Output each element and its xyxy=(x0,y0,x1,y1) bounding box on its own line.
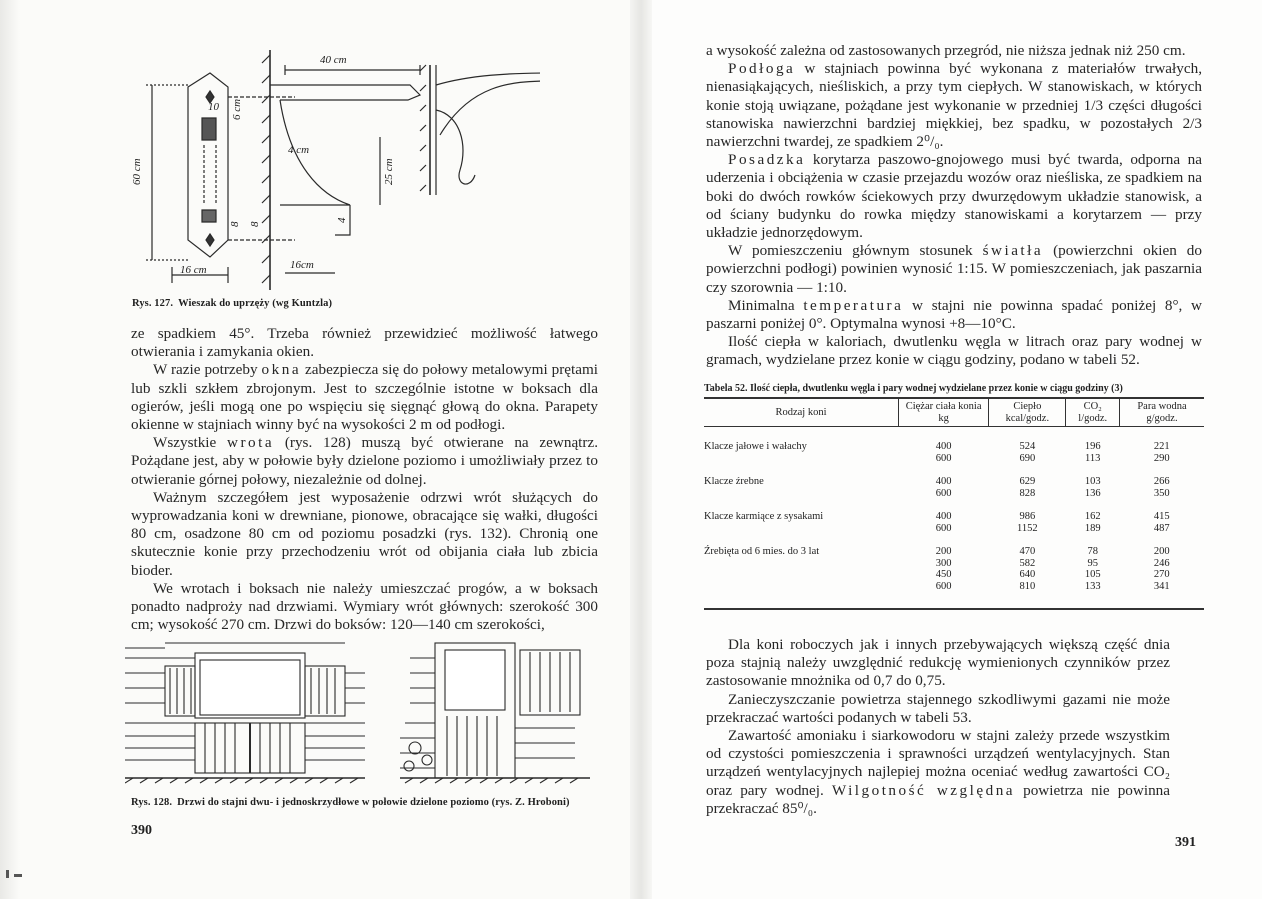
dim-4cm: 4 cm xyxy=(288,144,310,156)
page-number-right: 391 xyxy=(1175,835,1196,850)
dim-25cm: 25 cm xyxy=(383,158,395,185)
right-paragraph-2: Podłoga w stajniach powinna być wykonana z materiałów trwałych, nienasiąkających, nieśliskich, a przy tym ciepłych. W stanowiskach, w których konie stoją uwiązane, pożądane jest wykonanie w przedniej 1/3 części długości stanowiska nawierzchni bardziej miękkiej, bez spadku, w pozostałych 2/3 nawierzchni twardej, ze spadkiem 2⁰/₀. xyxy=(706,60,1202,151)
cell-type: Klacze karmiące z sysakami xyxy=(704,511,824,522)
right-paragraph-5: Minimalna temperatura w stajni nie powinna spadać poniżej 8°, w paszarni poniżej 0°. Optymalna wynosi +8—10°C. xyxy=(706,296,1202,333)
cell-vapor: 200 246 270 341 xyxy=(1153,546,1170,592)
dim-40cm: 40 cm xyxy=(320,54,347,66)
right-page-body-top xyxy=(706,42,1202,370)
side-view-arm xyxy=(436,73,540,135)
cell-weight: 400 600 xyxy=(935,476,952,499)
col-header-heat: Ciepło kcal/godz. xyxy=(989,398,1066,427)
page-edge-shadow xyxy=(0,0,20,899)
dim-10: 10 xyxy=(208,101,219,113)
cell-co2: 103 136 xyxy=(1084,476,1101,499)
right-page-body-bottom xyxy=(706,636,1170,818)
left-paragraph-5: We wrotach i boksach nie należy umieszczać progów, a w boksach ponadto nadproży nad drzwiami. Wymiary wrót głównych: szerokość 300 cm; wysokość 270 cm. Drzwi do boksów: 120—140 cm szerokości, xyxy=(131,579,598,634)
col-header-type: Rodzaj koni xyxy=(775,406,827,418)
cell-heat: 524 690 xyxy=(1019,441,1036,464)
cell-weight: 200 300 450 600 xyxy=(935,546,952,592)
left-paragraph-2: W razie potrzeby okna zabezpiecza się do połowy metalowymi prętami lub szkli szkłem zbrojonym. Jest to szczególnie istotne w boksach dla ogierów, jeśli mogą one po wspięciu się sięgnąć głową do okna. Parapety okienne w stajniach winny być na wysokości 2 m od podłogi. xyxy=(131,361,598,434)
figure-127-caption-text: Wieszak do uprzęży (wg Kuntzla) xyxy=(178,298,333,309)
table-row xyxy=(704,546,1204,609)
right-paragraph-9: Zawartość amoniaku i siarkowodoru w stajni zależy przede wszystkim od czystości pomieszczenia i sprawności urządzeń wentylacyjnych. Stan urządzeń wentylacyjnych najlepiej można oceniać według zawartości CO₂ oraz pary wodnej. Wilgotność względna powietrza nie powinna przekraczać 85⁰/₀. xyxy=(706,727,1171,817)
dim-60cm: 60 cm xyxy=(131,158,143,185)
right-paragraph-3: Posadzka korytarza paszowo-gnojowego musi być twarda, odporna na uderzenia i obciążenia w czasie przejazdu wozów oraz nieśliska, ze spadkiem na boki do dwóch rowków ściekowych przy dwurzędowym układzie stanowisk, a od ściany budynku do rowka między stanowiskami a korytarzem — przy układzie jednorzędowym. xyxy=(706,151,1202,242)
book-gutter xyxy=(630,0,652,899)
left-page-body xyxy=(131,325,598,634)
figure-128-caption xyxy=(131,797,570,808)
cell-type: Klacze jałowe i wałachy xyxy=(704,441,807,452)
left-paragraph-3: Wszystkie wrota (rys. 128) muszą być otwierane na zewnątrz. Pożądane jest, aby w połowie były dzielone poziomo i umożliwiały przez to otwieranie górnej połowy, niezależnie od dolnej. xyxy=(131,434,598,488)
cell-co2: 196 113 xyxy=(1084,441,1101,464)
col-header-weight: Ciężar ciała konia kg xyxy=(899,398,989,427)
dim-16cm-b: 16cm xyxy=(290,259,314,271)
table-row xyxy=(704,511,1204,546)
cell-co2: 162 189 xyxy=(1084,511,1101,534)
page-number-left: 390 xyxy=(131,823,152,838)
figure-127-harness-hanger xyxy=(130,45,540,295)
bracket-arm xyxy=(270,85,420,100)
cell-weight: 400 600 xyxy=(935,441,952,464)
side-view-hook xyxy=(436,110,475,184)
table-row xyxy=(704,476,1204,511)
figure-128-stable-doors xyxy=(125,628,605,793)
hanger-bottom-block xyxy=(202,210,216,222)
table-row xyxy=(704,427,1204,477)
left-paragraph-4: Ważnym szczegółem jest wyposażenie odrzwi wrót służących do wyprowadzania koni w drewniane, pionowe, obracające się wałki, długości 80 cm, osadzone 80 cm od poziomu posadzki (rys. 132). Chronią one skutecznie konie przy przechodzeniu wrót od obijania ciała lub zbicia bioder. xyxy=(131,488,598,579)
dim-8-b: 8 xyxy=(249,221,261,227)
cell-co2: 78 95 105 133 xyxy=(1084,546,1101,592)
cell-heat: 629 828 xyxy=(1019,476,1036,499)
figure-127-caption xyxy=(132,298,332,309)
dim-4: 4 xyxy=(336,217,348,223)
dim-16cm-a: 16 cm xyxy=(180,264,207,276)
cell-type: Źrebięta od 6 mies. do 3 lat xyxy=(704,546,820,557)
cell-heat: 470 582 640 810 xyxy=(1019,546,1036,592)
double-door-drawing xyxy=(125,643,365,783)
table-52 xyxy=(704,397,1204,610)
single-door-drawing xyxy=(400,643,590,783)
figure-128-label: Rys. 128. xyxy=(131,797,173,808)
figure-127-label: Rys. 127. xyxy=(132,298,174,309)
left-paragraph-1: ze spadkiem 45°. Trzeba również przewidzieć możliwość łatwego otwierania i zamykania okien. xyxy=(131,325,598,361)
table-52-caption: Tabela 52. Ilość ciepła, dwutlenku węgla i pary wodnej wydzielane przez konie w ciągu godziny (3) xyxy=(704,383,1123,394)
scan-mark xyxy=(14,874,22,877)
right-paragraph-8: Zanieczyszczanie powietrza stajennego szkodliwymi gazami nie może przekraczać wartości podanych w tabeli 53. xyxy=(706,690,1170,726)
table-header-row xyxy=(704,398,1204,427)
cell-type: Klacze źrebne xyxy=(704,476,764,487)
right-paragraph-1: a wysokość zależna od zastosowanych przegród, nie niższa jednak niż 250 cm. xyxy=(706,42,1186,59)
right-paragraph-7: Dla koni roboczych jak i innych przebywających większą część dnia poza stajnią należy uwzględnić redukcję wymienionych czynników przez zastosowanie mnożnika od 0,7 do 0,75. xyxy=(706,636,1170,690)
hanger-top-block xyxy=(202,118,216,140)
col-header-vapor: Para wodna g/godz. xyxy=(1119,398,1204,427)
right-paragraph-6: Ilość ciepła w kaloriach, dwutlenku węgla w litrach oraz pary wodnej w gramach, wydzielane przez konie w ciągu godziny, podano w tabeli 52. xyxy=(706,333,1202,369)
cell-vapor: 415 487 xyxy=(1153,511,1170,534)
cell-vapor: 266 350 xyxy=(1153,476,1170,499)
cell-weight: 400 600 xyxy=(935,511,952,534)
figure-128-caption-text: Drzwi do stajni dwu- i jednoskrzydłowe w połowie dzielone poziomo (rys. Z. Hroboni) xyxy=(177,797,570,808)
col-header-co2: CO₂ l/godz. xyxy=(1066,398,1120,427)
dim-8-a: 8 xyxy=(229,221,241,227)
cell-heat: 986 1152 xyxy=(1017,511,1038,534)
dim-6cm: 6 cm xyxy=(231,98,243,120)
cell-vapor: 221 290 xyxy=(1153,441,1170,464)
right-paragraph-4: W pomieszczeniu głównym stosunek światła (powierzchni okien do powierzchni podłogi) powinien wynosić 1:15. W pomieszczeniach, jak paszarnia czy szorownia — 1:10. xyxy=(706,242,1202,296)
scan-mark xyxy=(6,870,9,878)
